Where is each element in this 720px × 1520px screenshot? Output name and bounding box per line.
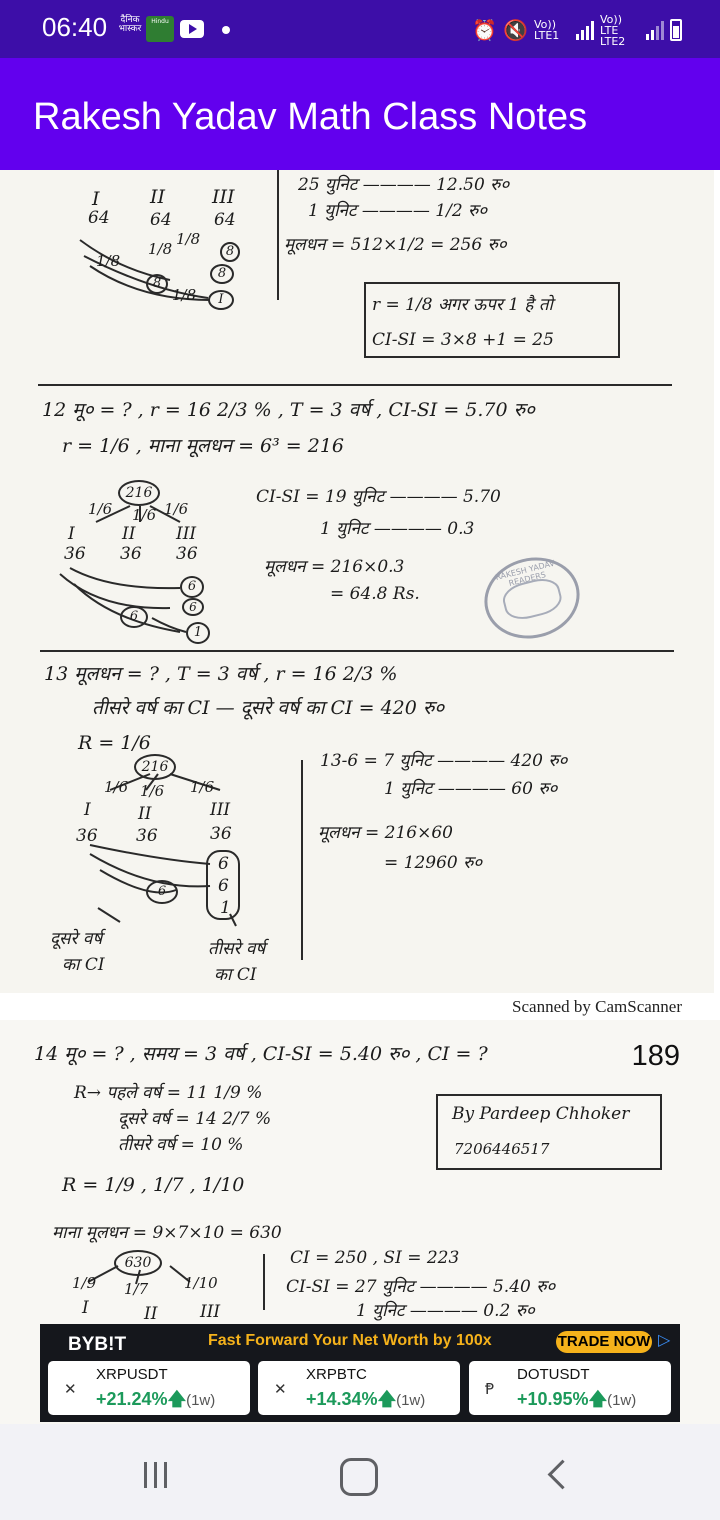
q12-roman-1: I [68,524,75,544]
q12-roman-3: III [176,524,197,544]
app-bar [0,58,720,170]
status-bar [0,0,720,58]
top-fraction-3: 1/8 [176,230,201,248]
polkadot-logo-icon: Ᵽ [485,1380,495,1398]
q12-fraction-3: 1/6 [164,500,189,518]
xrp-logo-icon: ✕ [274,1380,287,1398]
q13-bracket-1: 6 [218,854,229,874]
ticker-card[interactable] [469,1361,671,1415]
q13-value-2: 36 [136,826,158,846]
q14-roman-2: II [144,1304,158,1324]
q12-roman-2: II [122,524,136,544]
q13-roman-1: I [84,800,91,820]
q14-calc-1: CI = 250 , SI = 223 [290,1248,460,1268]
q14-roman-3: III [200,1302,221,1322]
ticker-card[interactable] [258,1361,460,1415]
page-number: 189 [631,1040,680,1072]
q13-fraction-2: 1/6 [140,782,165,800]
q14-tree-root: 630 [114,1250,162,1276]
ticker-change [517,1387,636,1417]
q12-calc-2: 1 युनिट ———— 0.3 [320,519,475,539]
q13-caption-left-2: का CI [62,955,105,975]
section-divider-1 [38,384,672,386]
q12-header: 12 मू० = ? , r = 16 2/3 % , T = 3 वर्ष , CI-SI = 5.70 रु० [42,399,535,421]
q13-roman-2: II [138,804,152,824]
author-name: By Pardeep Chhoker [452,1104,630,1124]
recents-icon-bar [154,1462,157,1488]
top-fraction-4: 1/8 [172,286,197,304]
ticker-symbol: XRPBTC [306,1366,367,1383]
xrp-logo-icon: ✕ [64,1380,77,1398]
ad-banner[interactable] [40,1324,680,1422]
status-indicators [472,14,682,46]
q12-circled-3: 6 [120,606,148,628]
top-calc-line-3: मूलधन = 512×1/2 = 256 रु० [284,235,507,255]
top-note-line-1: r = 1/8 अगर ऊपर 1 है तो [372,295,553,315]
ticker-period: (1w) [607,1392,637,1409]
top-note-line-2: CI-SI = 3×8 +1 = 25 [372,330,554,350]
q13-calc-1: 13-6 = 7 युनिट ———— 420 रु० [320,751,568,771]
q14-rate-1: R→ पहले वर्ष = 11 1/9 % [74,1083,263,1103]
q12-tree-root: 216 [118,480,160,506]
recents-icon-bar [164,1462,167,1488]
q12-circled-1: 6 [180,576,204,598]
network-label-2: Vo)) LTE LTE2 [600,12,626,48]
ticker-change-value: +14.34% [306,1389,378,1409]
q13-header: 13 मूलधन = ? , T = 3 वर्ष , r = 16 2/3 % [44,663,398,685]
q13-calc-4: = 12960 रु० [384,853,483,873]
q12-value-1: 36 [64,544,86,564]
top-circled-3: I [208,290,234,310]
q12-circled-2: 6 [182,598,204,616]
q13-roman-3: III [210,800,231,820]
q14-r-line: R = 1/9 , 1/7 , 1/10 [62,1174,245,1196]
top-value-2: 64 [150,210,172,230]
document-viewer[interactable] [0,170,720,1424]
top-circled-4: 8 [146,274,168,294]
ticker-change [306,1387,425,1417]
camscanner-watermark: Scanned by CamScanner [512,997,682,1016]
q13-value-3: 36 [210,824,232,844]
ticker-period: (1w) [396,1392,426,1409]
signal-icon-1 [576,20,594,40]
ticker-change-value: +10.95% [517,1389,589,1409]
q13-caption-right-2: का CI [214,965,257,985]
top-roman-2: II [150,186,166,208]
trade-now-button[interactable]: TRADE NOW [556,1331,652,1353]
home-button[interactable] [328,1454,388,1494]
q14-rate-3: तीसरे वर्ष = 10 % [118,1135,244,1155]
ad-tagline: Fast Forward Your Net Worth by 100x [208,1332,492,1349]
top-roman-3: III [212,186,235,208]
ticker-change [96,1387,215,1417]
q14-calc-3: 1 युनिट ———— 0.2 रु० [356,1301,535,1321]
top-value-3: 64 [214,210,236,230]
q14-roman-1: I [82,1298,89,1318]
q14-header: 14 मू० = ? , समय = 3 वर्ष , CI-SI = 5.40 रु० , CI = ? [34,1043,488,1065]
top-fraction-1: 1/8 [96,252,121,270]
top-circled-1: 8 [220,242,240,262]
author-phone: 7206446517 [454,1140,550,1158]
q14-rate-2: दूसरे वर्ष = 14 2/7 % [118,1109,272,1129]
ad-choices-icon[interactable]: ▷ [658,1330,671,1349]
q12-fraction-1: 1/6 [88,500,113,518]
q12-value-3: 36 [176,544,198,564]
q13-tree-root: 216 [134,754,176,780]
status-time: 06:40 [42,12,108,42]
q13-bracket-2: 6 [218,876,229,896]
q12-calc-4: = 64.8 Rs. [330,584,420,604]
q13-caption-left-1: दूसरे वर्ष [50,929,103,949]
top-roman-1: I [92,188,100,210]
ticker-symbol: XRPUSDT [96,1366,168,1383]
alarm-icon: ⏰ [472,18,498,42]
q14-fraction-2: 1/7 [124,1280,149,1298]
top-calc-line-1: 25 युनिट ———— 12.50 रु० [298,175,510,195]
top-circled-2: 8 [210,264,234,284]
ticker-symbol: DOTUSDT [517,1366,590,1383]
q12-line-2: r = 1/6 , माना मूलधन = 6³ = 216 [62,435,345,457]
top-fraction-2: 1/8 [148,240,173,258]
recents-icon-bar [144,1462,147,1488]
mute-icon: 🔇 [503,18,528,42]
q14-calc-2: CI-SI = 27 युनिट ———— 5.40 रु० [286,1277,556,1297]
ticker-change-value: +21.24% [96,1389,168,1409]
q13-circled-1: 6 [146,880,178,904]
q12-calc-1: CI-SI = 19 युनिट ———— 5.70 [256,487,501,507]
battery-icon [670,19,682,41]
network-label-1: Vo)) LTE1 [534,18,560,42]
youtube-notification-icon [180,20,204,38]
q12-fraction-2: 1/6 [132,506,157,524]
q14-fraction-3: 1/10 [184,1274,218,1292]
q14-fraction-1: 1/9 [72,1274,97,1292]
q13-value-1: 36 [76,826,98,846]
q12-circled-4: 1 [186,622,210,644]
top-calc-line-2: 1 युनिट ———— 1/2 रु० [308,201,488,221]
q13-bracket-3: 1 [220,898,231,918]
q13-fraction-1: 1/6 [104,778,129,796]
dainik-bhaskar-notification-icon: दैनिक भास्कर [118,15,142,34]
up-arrow-icon: 🡅 [377,1389,397,1409]
q13-fraction-3: 1/6 [190,778,215,796]
author-box [436,1094,662,1170]
q13-caption-right-1: तीसरे वर्ष [208,939,266,959]
scanned-page-top [0,170,714,993]
q13-line-2: तीसरे वर्ष का CI — दूसरे वर्ष का CI = 420 रु० [92,697,445,719]
q12-value-2: 36 [120,544,142,564]
ticker-card[interactable] [48,1361,250,1415]
q14-principal: माना मूलधन = 9×7×10 = 630 [52,1223,282,1243]
readers-stamp-text: RAKESH YADAV READERS [494,558,556,589]
up-arrow-icon: 🡅 [588,1389,608,1409]
ticker-period: (1w) [186,1392,216,1409]
more-notifications-dot-icon [222,26,230,34]
ad-brand-logo: BYB!T [68,1334,127,1355]
section-divider-2 [40,650,674,652]
q13-calc-2: 1 युनिट ———— 60 रु० [384,779,558,799]
q12-calc-3: मूलधन = 216×0.3 [264,557,405,577]
app-title: Rakesh Yadav Math Class Notes [33,96,588,138]
recents-button[interactable] [126,1454,186,1494]
up-arrow-icon: 🡅 [167,1389,187,1409]
top-value-1: 64 [88,208,110,228]
q13-line-3: R = 1/6 [78,732,151,754]
signal-icon-2 [646,20,664,40]
app-notification-icon: Hindu [146,16,174,42]
system-nav-bar [0,1424,720,1520]
q13-calc-3: मूलधन = 216×60 [318,823,453,843]
back-button[interactable] [532,1454,592,1494]
